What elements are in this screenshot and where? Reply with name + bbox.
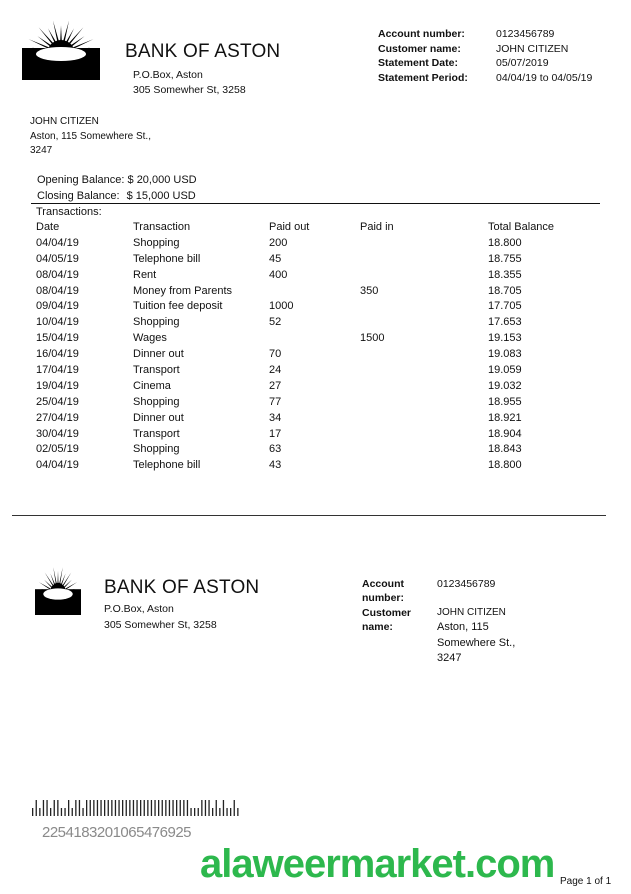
- barcode-bar: [147, 800, 148, 816]
- transaction-row: [36, 411, 616, 427]
- barcode-bar: [140, 800, 141, 816]
- transaction-date: 19/04/19: [36, 379, 79, 392]
- barcode-bar: [194, 808, 195, 816]
- barcode-bar: [234, 800, 235, 816]
- transaction-row: [36, 379, 616, 395]
- transaction-paid-out: 70: [269, 348, 282, 361]
- barcode-bar: [90, 800, 91, 816]
- transaction-total-balance: 18.955: [488, 395, 522, 408]
- barcode-bar: [93, 800, 94, 816]
- transaction-row: [36, 458, 616, 474]
- transaction-row: [36, 347, 616, 363]
- transaction-date: 10/04/19: [36, 316, 79, 329]
- opening-balance: [37, 173, 197, 189]
- barcode-bar: [219, 808, 220, 816]
- barcode-bar: [180, 800, 181, 816]
- transaction-description: Shopping: [133, 236, 180, 249]
- transactions-body: [36, 236, 616, 474]
- transaction-total-balance: 18.355: [488, 268, 522, 281]
- transaction-paid-out: 52: [269, 316, 282, 329]
- barcode-bar: [75, 800, 76, 816]
- transaction-total-balance: 18.921: [488, 411, 522, 424]
- barcode-bar: [100, 800, 101, 816]
- transaction-description: Dinner out: [133, 411, 184, 424]
- transaction-paid-out: 27: [269, 379, 282, 392]
- barcode-bar: [126, 800, 127, 816]
- bank-name: BANK OF ASTON: [125, 41, 281, 62]
- remittance-customer-addr3: 3247: [437, 652, 462, 664]
- logo-light-band: [43, 588, 72, 599]
- barcode-bar: [61, 808, 62, 816]
- bank-address-line2: 305 Somewher St, 3258: [133, 84, 246, 96]
- transaction-date: 08/04/19: [36, 268, 79, 281]
- bank-logo-sunburst-icon: [22, 18, 100, 80]
- transaction-date: 16/04/19: [36, 348, 79, 361]
- barcode-bar: [39, 808, 40, 816]
- page-number: Page 1 of 1: [560, 876, 612, 887]
- barcode-bar: [144, 800, 145, 816]
- transaction-paid-out: 43: [269, 459, 282, 472]
- meta-row-statement-date: [378, 56, 592, 71]
- transaction-paid-out: 200: [269, 236, 288, 249]
- meta-row-account-number: [378, 27, 592, 42]
- barcode-bar: [104, 800, 105, 816]
- opening-balance-label: Opening Balance:: [37, 174, 125, 186]
- transaction-total-balance: 18.843: [488, 443, 522, 456]
- transaction-total-balance: 18.800: [488, 236, 522, 249]
- column-header-transaction: Transaction: [133, 221, 191, 233]
- barcode-bar: [183, 800, 184, 816]
- transaction-date: 04/04/19: [36, 459, 79, 472]
- barcode-bar: [72, 808, 73, 816]
- customer-address-block: [30, 115, 151, 159]
- transaction-date: 27/04/19: [36, 411, 79, 424]
- transaction-paid-out: 77: [269, 395, 282, 408]
- barcode-bar: [122, 800, 123, 816]
- column-header-date: Date: [36, 221, 60, 233]
- closing-balance-value: $ 15,000 USD: [126, 190, 196, 202]
- transaction-date: 02/05/19: [36, 443, 79, 456]
- transaction-paid-out: 1000: [269, 300, 294, 313]
- meta-label: Customer name:: [378, 42, 461, 55]
- barcode-bar: [165, 800, 166, 816]
- barcode-bar: [162, 800, 163, 816]
- transaction-row: [36, 252, 616, 268]
- transaction-row: [36, 331, 616, 347]
- barcode-bar: [216, 800, 217, 816]
- barcode-bar: [198, 808, 199, 816]
- meta-label: Statement Period:: [378, 71, 468, 84]
- transaction-row: [36, 395, 616, 411]
- transaction-row: [36, 268, 616, 284]
- transaction-description: Money from Parents: [133, 284, 233, 297]
- label-line: name:: [362, 621, 393, 633]
- meta-value: 0123456789: [496, 28, 555, 40]
- transaction-row: [36, 284, 616, 300]
- transaction-row: [36, 363, 616, 379]
- barcode-bar: [97, 800, 98, 816]
- remittance-customer-addr2: Somewhere St.,: [437, 636, 516, 649]
- remittance-customer-name: JOHN CITIZEN: [437, 607, 506, 618]
- transaction-description: Telephone bill: [133, 459, 201, 472]
- transaction-total-balance: 19.032: [488, 379, 522, 392]
- meta-value: 05/07/2019: [496, 57, 549, 69]
- transaction-description: Shopping: [133, 395, 180, 408]
- barcode-bar: [36, 800, 37, 816]
- barcode-bar: [79, 800, 80, 816]
- barcode-bar: [54, 800, 55, 816]
- barcode-bar: [50, 808, 51, 816]
- barcode-bar: [230, 808, 231, 816]
- barcode-bar: [190, 808, 191, 816]
- transaction-paid-out: 17: [269, 427, 282, 440]
- barcode-bar: [133, 800, 134, 816]
- remittance-account-value: 0123456789: [437, 578, 496, 590]
- barcode-bar: [208, 800, 209, 816]
- column-header-total-balance: Total Balance: [488, 221, 555, 233]
- transaction-total-balance: 19.059: [488, 364, 522, 377]
- meta-value: JOHN CITIZEN: [496, 42, 569, 55]
- transaction-description: Cinema: [133, 379, 171, 392]
- label-line: Account: [362, 578, 404, 590]
- column-header-paid-in: Paid in: [360, 221, 394, 233]
- transaction-date: 04/04/19: [36, 236, 79, 249]
- transaction-date: 09/04/19: [36, 300, 79, 313]
- transaction-total-balance: 17.705: [488, 300, 522, 313]
- barcode-bar: [43, 800, 44, 816]
- barcode-bar: [46, 800, 47, 816]
- transaction-description: Tuition fee deposit: [133, 300, 223, 313]
- transaction-description: Transport: [133, 364, 180, 377]
- barcode-bar: [82, 808, 83, 816]
- transaction-row: [36, 442, 616, 458]
- barcode-bar: [187, 800, 188, 816]
- transactions-title: Transactions:: [36, 206, 102, 218]
- statement-meta-table: [378, 27, 592, 85]
- label-line: number:: [362, 592, 404, 604]
- column-header-paid-out: Paid out: [269, 221, 310, 233]
- barcode-bar: [205, 800, 206, 816]
- transactions-header-row: [36, 220, 616, 236]
- barcode-bar: [154, 800, 155, 816]
- transaction-date: 30/04/19: [36, 427, 79, 440]
- remittance-customer-label: [362, 606, 411, 634]
- barcode-bar: [237, 808, 238, 816]
- customer-name: JOHN CITIZEN: [30, 116, 99, 127]
- barcode-bar: [32, 808, 33, 816]
- barcode-bar: [169, 800, 170, 816]
- tear-off-line: [12, 515, 606, 516]
- transaction-total-balance: 19.153: [488, 332, 522, 345]
- transaction-paid-in: 350: [360, 284, 379, 297]
- transaction-description: Dinner out: [133, 348, 184, 361]
- customer-address-line1: Aston, 115 Somewhere St.,: [30, 130, 151, 142]
- remittance-customer-addr1: Aston, 115: [437, 621, 489, 633]
- transaction-total-balance: 17.653: [488, 316, 522, 329]
- remittance-customer-block: [437, 605, 515, 667]
- meta-row-customer-name: [378, 42, 592, 57]
- transaction-paid-out: 45: [269, 252, 282, 265]
- transaction-description: Shopping: [133, 316, 180, 329]
- reference-number: 2254183201065476925: [42, 824, 192, 841]
- transaction-description: Wages: [133, 332, 167, 345]
- transaction-date: 08/04/19: [36, 284, 79, 297]
- transaction-total-balance: 18.800: [488, 459, 522, 472]
- transaction-total-balance: 19.083: [488, 348, 522, 361]
- barcode-bar: [226, 808, 227, 816]
- transaction-total-balance: 18.705: [488, 284, 522, 297]
- meta-value: 04/04/19 to 04/05/19: [496, 71, 593, 84]
- remittance-bank-name: BANK OF ASTON: [104, 577, 260, 598]
- transaction-description: Telephone bill: [133, 252, 201, 265]
- logo-light-band: [36, 47, 86, 61]
- transaction-description: Transport: [133, 427, 180, 440]
- barcode-bar: [68, 800, 69, 816]
- transaction-total-balance: 18.755: [488, 252, 522, 265]
- remittance-account-label: [362, 577, 404, 605]
- watermark-text: alaweermarket.com: [200, 842, 555, 886]
- barcode-bar: [223, 800, 224, 816]
- transaction-date: 25/04/19: [36, 395, 79, 408]
- barcode-bar: [57, 800, 58, 816]
- transaction-description: Rent: [133, 268, 157, 281]
- closing-balance-label: Closing Balance:: [37, 190, 120, 202]
- balance-divider: [31, 203, 600, 204]
- barcode-bar: [129, 800, 130, 816]
- barcode-bar: [118, 800, 119, 816]
- customer-address-line2: 3247: [30, 145, 53, 156]
- barcode-bar: [212, 808, 213, 816]
- bank-address-line1: P.O.Box, Aston: [133, 69, 203, 81]
- transactions-table: [36, 220, 616, 474]
- transaction-row: [36, 315, 616, 331]
- meta-label: Account number:: [378, 28, 465, 40]
- barcode-bar: [115, 800, 116, 816]
- meta-row-statement-period: [378, 71, 592, 86]
- transaction-paid-out: 34: [269, 411, 282, 424]
- transaction-total-balance: 18.904: [488, 427, 522, 440]
- barcode-bar: [108, 800, 109, 816]
- barcode-bar: [64, 808, 65, 816]
- postal-barcode: [32, 798, 244, 818]
- barcode-bars: [32, 800, 239, 816]
- transaction-date: 04/05/19: [36, 252, 79, 265]
- transaction-row: [36, 299, 616, 315]
- transaction-paid-out: 24: [269, 364, 282, 377]
- transaction-paid-out: 400: [269, 268, 288, 281]
- barcode-bar: [111, 800, 112, 816]
- remittance-bank-address-line2: 305 Somewher St, 3258: [104, 619, 217, 631]
- barcode-bar: [172, 800, 173, 816]
- remittance-bank-address-line1: P.O.Box, Aston: [104, 603, 174, 615]
- transaction-paid-in: 1500: [360, 332, 385, 345]
- barcode-bar: [136, 800, 137, 816]
- transaction-row: [36, 427, 616, 443]
- barcode-bar: [201, 800, 202, 816]
- barcode-bar: [86, 800, 87, 816]
- barcode-bar: [158, 800, 159, 816]
- transaction-date: 15/04/19: [36, 332, 79, 345]
- barcode-bar: [176, 800, 177, 816]
- transaction-description: Shopping: [133, 443, 180, 456]
- opening-balance-value: $ 20,000 USD: [127, 174, 197, 186]
- transaction-row: [36, 236, 616, 252]
- barcode-bar: [151, 800, 152, 816]
- transaction-paid-out: 63: [269, 443, 282, 456]
- transaction-date: 17/04/19: [36, 364, 79, 377]
- label-line: Customer: [362, 607, 412, 619]
- bank-logo-sunburst-icon: [35, 565, 81, 615]
- meta-label: Statement Date:: [378, 57, 458, 69]
